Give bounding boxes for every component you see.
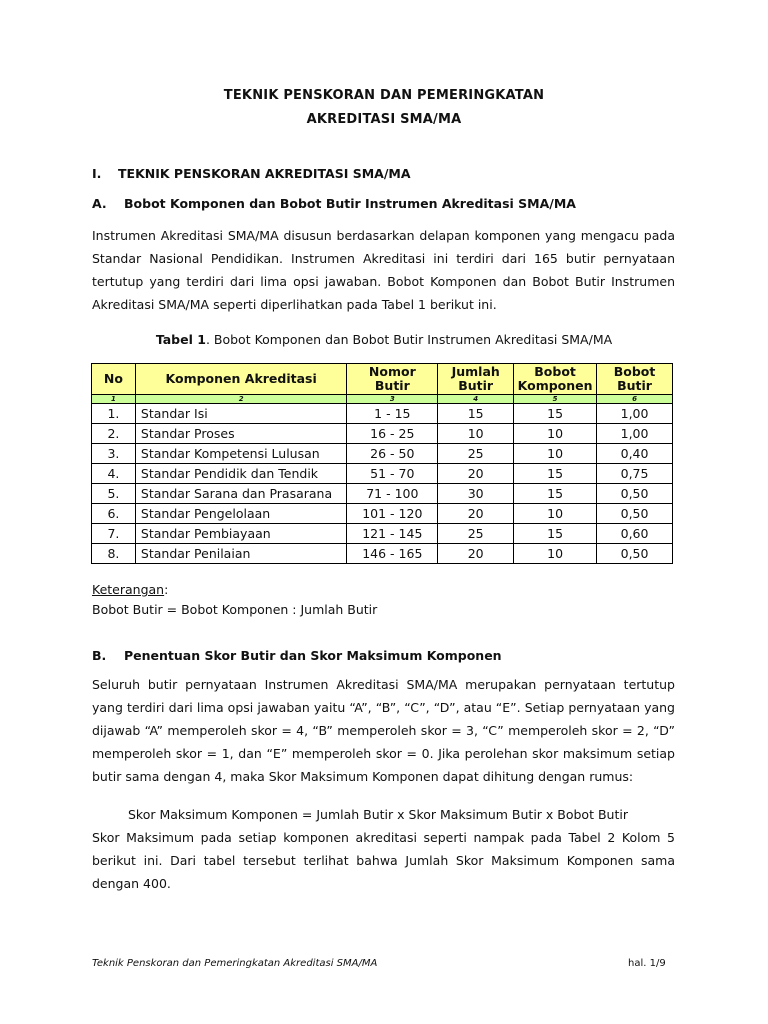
table-1 — [91, 363, 673, 564]
table-row — [92, 404, 673, 424]
cell-nomor-butir: 51 - 70 — [347, 464, 438, 484]
cell-bobot-butir: 1,00 — [597, 424, 673, 444]
cell-nomor-butir: 146 - 165 — [347, 544, 438, 564]
footer-title: Teknik Penskoran dan Pemeringkatan Akreditasi SMA/MA — [92, 958, 378, 969]
cell-jumlah-butir: 20 — [438, 504, 514, 524]
cell-bobot-komponen: 15 — [514, 524, 597, 544]
cell-jumlah-butir: 20 — [438, 464, 514, 484]
table-row — [92, 424, 673, 444]
formula: Skor Maksimum Komponen = Jumlah Butir x Skor Maksimum Butir x Bobot Butir — [128, 807, 628, 822]
cell-bobot-komponen: 10 — [514, 504, 597, 524]
cell-bobot-komponen: 15 — [514, 464, 597, 484]
section-b-number: B. — [92, 648, 107, 663]
cell-bobot-butir: 0,50 — [597, 544, 673, 564]
cell-nomor-butir: 16 - 25 — [347, 424, 438, 444]
cell-no: 2. — [92, 424, 136, 444]
cell-no: 7. — [92, 524, 136, 544]
table-row — [92, 544, 673, 564]
column-index: 4 — [438, 395, 514, 404]
cell-jumlah-butir: 30 — [438, 484, 514, 504]
table-1-caption-text: . Bobot Komponen dan Bobot Butir Instrumen Akreditasi SMA/MA — [205, 332, 613, 347]
cell-no: 6. — [92, 504, 136, 524]
section-1-number: I. — [92, 166, 102, 181]
keterangan — [92, 582, 168, 597]
footer-page-number: hal. 1/9 — [628, 958, 666, 969]
header-no: No — [92, 364, 136, 395]
cell-bobot-komponen: 15 — [514, 404, 597, 424]
column-index: 6 — [597, 395, 673, 404]
table-row — [92, 464, 673, 484]
table-row — [92, 524, 673, 544]
cell-komponen: Standar Pendidik dan Tendik — [135, 464, 347, 484]
document-title-line-1: TEKNIK PENSKORAN DAN PEMERINGKATAN — [223, 88, 545, 103]
cell-komponen: Standar Proses — [135, 424, 347, 444]
cell-komponen: Standar Pembiayaan — [135, 524, 347, 544]
keterangan-colon: : — [164, 582, 169, 597]
table-row — [92, 444, 673, 464]
cell-jumlah-butir: 25 — [438, 444, 514, 464]
header-nomor-butir: Nomor Butir — [347, 364, 438, 395]
paragraph-a: Instrumen Akreditasi SMA/MA disusun berdasarkan delapan komponen yang mengacu pada Standar Nasional Pendidikan. Instrumen Akreditasi ini terdiri dari 165 butir pernyataan tertutup yang terdiri dari lima opsi jawaban. Bobot Komponen dan Bobot Butir Instrumen Akreditasi SMA/MA seperti diperlihatkan pada Tabel 1 berikut ini. — [92, 228, 675, 312]
column-index: 1 — [92, 395, 136, 404]
table-index-row — [92, 395, 673, 404]
header-komponen: Komponen Akreditasi — [135, 364, 347, 395]
header-bobot-komponen: Bobot Komponen — [514, 364, 597, 395]
cell-nomor-butir: 101 - 120 — [347, 504, 438, 524]
header-jumlah-butir: Jumlah Butir — [438, 364, 514, 395]
cell-bobot-butir: 0,40 — [597, 444, 673, 464]
section-1-title: TEKNIK PENSKORAN AKREDITASI SMA/MA — [118, 166, 411, 181]
cell-no: 1. — [92, 404, 136, 424]
cell-jumlah-butir: 15 — [438, 404, 514, 424]
table-1-caption-label: Tabel 1 — [155, 332, 206, 347]
section-a-number: A. — [92, 196, 107, 211]
paragraph-c: Skor Maksimum pada setiap komponen akreditasi seperti nampak pada Tabel 2 Kolom 5 berikut ini. Dari tabel tersebut terlihat bahwa Jumlah Skor Maksimum Komponen sama dengan 400. — [92, 830, 675, 891]
cell-nomor-butir: 1 - 15 — [347, 404, 438, 424]
cell-bobot-komponen: 10 — [514, 424, 597, 444]
keterangan-formula: Bobot Butir = Bobot Komponen : Jumlah Butir — [92, 602, 378, 617]
cell-nomor-butir: 121 - 145 — [347, 524, 438, 544]
cell-bobot-butir: 0,60 — [597, 524, 673, 544]
cell-jumlah-butir: 20 — [438, 544, 514, 564]
cell-bobot-komponen: 10 — [514, 444, 597, 464]
table-row — [92, 504, 673, 524]
cell-komponen: Standar Isi — [135, 404, 347, 424]
section-1-heading — [92, 166, 411, 181]
section-a-title: Bobot Komponen dan Bobot Butir Instrumen Akreditasi SMA/MA — [124, 196, 576, 211]
column-index: 5 — [514, 395, 597, 404]
cell-komponen: Standar Kompetensi Lulusan — [135, 444, 347, 464]
cell-nomor-butir: 71 - 100 — [347, 484, 438, 504]
cell-bobot-butir: 1,00 — [597, 404, 673, 424]
cell-jumlah-butir: 10 — [438, 424, 514, 444]
section-b-heading — [92, 648, 502, 663]
cell-nomor-butir: 26 - 50 — [347, 444, 438, 464]
section-b-title: Penentuan Skor Butir dan Skor Maksimum Komponen — [124, 648, 502, 663]
document-title-line-2: AKREDITASI SMA/MA — [306, 112, 462, 127]
cell-bobot-butir: 0,50 — [597, 484, 673, 504]
table-row — [92, 484, 673, 504]
cell-bobot-komponen: 15 — [514, 484, 597, 504]
cell-komponen: Standar Sarana dan Prasarana — [135, 484, 347, 504]
paragraph-b: Seluruh butir pernyataan Instrumen Akreditasi SMA/MA merupakan pernyataan tertutup yang terdiri dari lima opsi jawaban yaitu “A”, “B”, “C”, “D”, atau “E”. Setiap pernyataan yang dijawab “A” memperoleh skor = 4, “B” memperoleh skor = 3, “C” memperoleh skor = 2, “D” memperoleh skor = 1, dan “E” memperoleh skor = 0. Jika perolehan skor maksimum setiap butir sama dengan 4, maka Skor Maksimum Komponen dapat dihitung dengan rumus: — [92, 677, 675, 784]
cell-no: 8. — [92, 544, 136, 564]
cell-bobot-butir: 0,75 — [597, 464, 673, 484]
column-index: 2 — [135, 395, 347, 404]
cell-komponen: Standar Penilaian — [135, 544, 347, 564]
keterangan-label: Keterangan — [92, 582, 165, 597]
cell-komponen: Standar Pengelolaan — [135, 504, 347, 524]
column-index: 3 — [347, 395, 438, 404]
cell-jumlah-butir: 25 — [438, 524, 514, 544]
cell-no: 5. — [92, 484, 136, 504]
section-a-heading — [92, 196, 576, 211]
table-1-caption — [0, 332, 768, 347]
cell-bobot-komponen: 10 — [514, 544, 597, 564]
header-bobot-butir: Bobot Butir — [597, 364, 673, 395]
cell-no: 3. — [92, 444, 136, 464]
cell-no: 4. — [92, 464, 136, 484]
cell-bobot-butir: 0,50 — [597, 504, 673, 524]
table-header-row — [92, 364, 673, 395]
